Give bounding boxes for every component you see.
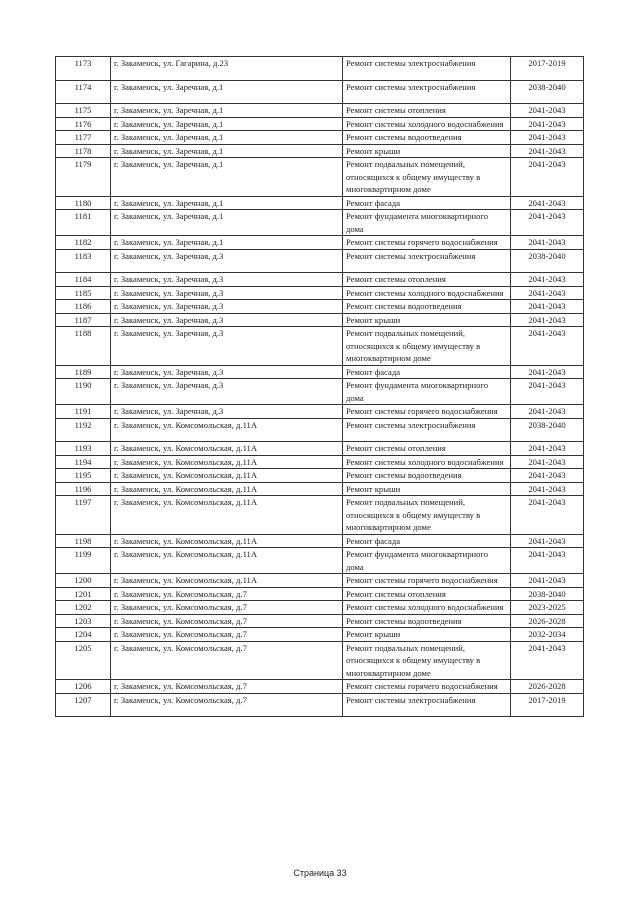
row-address: г. Закаменск, ул. Заречная, д.3 [111,379,343,405]
row-work-type: Ремонт фасада [343,534,511,548]
row-address: г. Закаменск, ул. Заречная, д.1 [111,131,343,145]
row-address: г. Закаменск, ул. Заречная, д.3 [111,313,343,327]
table-row [56,236,584,250]
row-address: г. Закаменск, ул. Комсомольская, д.11А [111,534,343,548]
row-work-type: Ремонт системы горячего водоснабжения [343,574,511,588]
row-period: 2017-2019 [511,693,584,717]
repair-schedule-table [55,56,584,717]
table-row [56,365,584,379]
table-row [56,482,584,496]
row-address: г. Закаменск, ул. Заречная, д.1 [111,196,343,210]
row-work-type: Ремонт системы водоотведения [343,300,511,314]
row-address: г. Закаменск, ул. Комсомольская, д.7 [111,641,343,680]
row-work-type: Ремонт фундамента многоквартирного дома [343,210,511,236]
row-number: 1178 [56,144,111,158]
table-row [56,628,584,642]
table-row [56,693,584,717]
row-work-type: Ремонт системы отопления [343,104,511,118]
table-row [56,469,584,483]
table-row [56,534,584,548]
table-row [56,286,584,300]
row-work-type: Ремонт системы отопления [343,442,511,456]
row-period: 2041-2043 [511,273,584,287]
table-row [56,158,584,197]
row-period: 2041-2043 [511,210,584,236]
row-number: 1192 [56,418,111,442]
table-row [56,300,584,314]
row-work-type: Ремонт системы водоотведения [343,469,511,483]
row-address: г. Закаменск, ул. Комсомольская, д.7 [111,693,343,717]
row-period: 2041-2043 [511,641,584,680]
row-address: г. Закаменск, ул. Комсомольская, д.11А [111,574,343,588]
row-address: г. Закаменск, ул. Заречная, д.3 [111,300,343,314]
row-address: г. Закаменск, ул. Комсомольская, д.11А [111,548,343,574]
row-period: 2041-2043 [511,327,584,366]
row-number: 1197 [56,496,111,535]
row-period: 2041-2043 [511,482,584,496]
row-period: 2041-2043 [511,405,584,419]
row-work-type: Ремонт системы электроснабжения [343,80,511,104]
table-row [56,548,584,574]
row-number: 1177 [56,131,111,145]
row-work-type: Ремонт фундамента многоквартирного дома [343,548,511,574]
row-period: 2032-2034 [511,628,584,642]
row-work-type: Ремонт системы холодного водоснабжения [343,286,511,300]
row-period: 2023-2025 [511,601,584,615]
row-address: г. Закаменск, ул. Комсомольская, д.11А [111,418,343,442]
table-row [56,496,584,535]
row-period: 2041-2043 [511,158,584,197]
row-number: 1204 [56,628,111,642]
row-period: 2041-2043 [511,365,584,379]
row-period: 2026-2028 [511,680,584,694]
page-footer: Страница 33 [293,868,347,878]
row-period: 2026-2028 [511,614,584,628]
row-period: 2041-2043 [511,104,584,118]
table-row [56,574,584,588]
table-row [56,57,584,81]
row-address: г. Закаменск, ул. Комсомольская, д.11А [111,482,343,496]
row-number: 1173 [56,57,111,81]
table-row [56,210,584,236]
row-address: г. Закаменск, ул. Комсомольская, д.11А [111,442,343,456]
row-address: г. Закаменск, ул. Комсомольская, д.11А [111,496,343,535]
row-work-type: Ремонт фундамента многоквартирного дома [343,379,511,405]
row-work-type: Ремонт подвальных помещений, относящихся к общему имуществу в многоквартирном доме [343,327,511,366]
row-number: 1183 [56,249,111,273]
row-work-type: Ремонт системы электроснабжения [343,418,511,442]
row-address: г. Закаменск, ул. Заречная, д.3 [111,405,343,419]
row-address: г. Закаменск, ул. Комсомольская, д.11А [111,469,343,483]
row-period: 2041-2043 [511,286,584,300]
table-row [56,455,584,469]
row-work-type: Ремонт системы отопления [343,273,511,287]
row-period: 2041-2043 [511,131,584,145]
row-number: 1184 [56,273,111,287]
table-row [56,680,584,694]
row-number: 1193 [56,442,111,456]
table-row [56,405,584,419]
table-row [56,196,584,210]
row-number: 1185 [56,286,111,300]
table-row [56,117,584,131]
table-row [56,601,584,615]
row-work-type: Ремонт системы холодного водоснабжения [343,455,511,469]
row-period: 2041-2043 [511,144,584,158]
row-period: 2041-2043 [511,455,584,469]
row-address: г. Закаменск, ул. Заречная, д.3 [111,365,343,379]
row-work-type: Ремонт системы горячего водоснабжения [343,236,511,250]
table-row [56,442,584,456]
row-number: 1200 [56,574,111,588]
row-number: 1196 [56,482,111,496]
row-number: 1176 [56,117,111,131]
row-period: 2041-2043 [511,300,584,314]
row-period: 2041-2043 [511,117,584,131]
row-number: 1198 [56,534,111,548]
table-row [56,418,584,442]
row-period: 2041-2043 [511,534,584,548]
row-address: г. Закаменск, ул. Заречная, д.1 [111,236,343,250]
row-number: 1194 [56,455,111,469]
table-row [56,641,584,680]
row-number: 1182 [56,236,111,250]
row-work-type: Ремонт системы электроснабжения [343,249,511,273]
row-work-type: Ремонт подвальных помещений, относящихся к общему имуществу в многоквартирном доме [343,641,511,680]
row-period: 2041-2043 [511,469,584,483]
row-work-type: Ремонт системы водоотведения [343,614,511,628]
row-address: г. Закаменск, ул. Заречная, д.1 [111,117,343,131]
row-number: 1199 [56,548,111,574]
table-row [56,144,584,158]
row-number: 1186 [56,300,111,314]
row-number: 1201 [56,587,111,601]
row-period: 2038-2040 [511,249,584,273]
table-row [56,379,584,405]
row-address: г. Закаменск, ул. Комсомольская, д.7 [111,601,343,615]
row-address: г. Закаменск, ул. Заречная, д.1 [111,144,343,158]
row-number: 1175 [56,104,111,118]
row-address: г. Закаменск, ул. Комсомольская, д.7 [111,680,343,694]
row-work-type: Ремонт системы холодного водоснабжения [343,601,511,615]
row-number: 1174 [56,80,111,104]
row-number: 1190 [56,379,111,405]
row-address: г. Закаменск, ул. Комсомольская, д.7 [111,628,343,642]
row-work-type: Ремонт системы электроснабжения [343,57,511,81]
table-row [56,327,584,366]
row-number: 1207 [56,693,111,717]
row-period: 2041-2043 [511,379,584,405]
row-work-type: Ремонт фасада [343,365,511,379]
row-number: 1202 [56,601,111,615]
row-address: г. Закаменск, ул. Заречная, д.3 [111,273,343,287]
row-work-type: Ремонт крыши [343,313,511,327]
row-address: г. Закаменск, ул. Заречная, д.1 [111,104,343,118]
row-period: 2041-2043 [511,236,584,250]
row-address: г. Закаменск, ул. Комсомольская, д.7 [111,587,343,601]
table-row [56,131,584,145]
row-period: 2041-2043 [511,496,584,535]
row-number: 1188 [56,327,111,366]
row-address: г. Закаменск, ул. Заречная, д.3 [111,249,343,273]
row-address: г. Закаменск, ул. Заречная, д.1 [111,210,343,236]
row-number: 1206 [56,680,111,694]
row-number: 1181 [56,210,111,236]
table-row [56,614,584,628]
row-work-type: Ремонт крыши [343,482,511,496]
row-period: 2041-2043 [511,574,584,588]
row-work-type: Ремонт фасада [343,196,511,210]
row-address: г. Закаменск, ул. Заречная, д.3 [111,327,343,366]
row-work-type: Ремонт подвальных помещений, относящихся к общему имуществу в многоквартирном доме [343,158,511,197]
row-number: 1180 [56,196,111,210]
row-period: 2041-2043 [511,196,584,210]
row-work-type: Ремонт крыши [343,628,511,642]
row-work-type: Ремонт системы электроснабжения [343,693,511,717]
table-body [56,57,584,717]
row-address: г. Закаменск, ул. Заречная, д.3 [111,286,343,300]
row-period: 2038-2040 [511,587,584,601]
table-row [56,80,584,104]
row-work-type: Ремонт системы отопления [343,587,511,601]
row-address: г. Закаменск, ул. Гагарина, д.23 [111,57,343,81]
table-row [56,313,584,327]
row-work-type: Ремонт крыши [343,144,511,158]
row-number: 1187 [56,313,111,327]
table-row [56,104,584,118]
row-work-type: Ремонт системы горячего водоснабжения [343,680,511,694]
row-period: 2038-2040 [511,418,584,442]
table-row [56,249,584,273]
row-period: 2041-2043 [511,442,584,456]
row-period: 2038-2040 [511,80,584,104]
row-address: г. Закаменск, ул. Комсомольская, д.7 [111,614,343,628]
table-row [56,273,584,287]
row-work-type: Ремонт системы холодного водоснабжения [343,117,511,131]
row-work-type: Ремонт системы водоотведения [343,131,511,145]
row-period: 2041-2043 [511,548,584,574]
row-number: 1203 [56,614,111,628]
row-address: г. Закаменск, ул. Комсомольская, д.11А [111,455,343,469]
row-address: г. Закаменск, ул. Заречная, д.1 [111,158,343,197]
row-period: 2017-2019 [511,57,584,81]
row-work-type: Ремонт системы горячего водоснабжения [343,405,511,419]
table-row [56,587,584,601]
row-address: г. Закаменск, ул. Заречная, д.1 [111,80,343,104]
row-period: 2041-2043 [511,313,584,327]
row-number: 1189 [56,365,111,379]
row-number: 1179 [56,158,111,197]
row-number: 1205 [56,641,111,680]
row-number: 1195 [56,469,111,483]
row-number: 1191 [56,405,111,419]
row-work-type: Ремонт подвальных помещений, относящихся к общему имуществу в многоквартирном доме [343,496,511,535]
